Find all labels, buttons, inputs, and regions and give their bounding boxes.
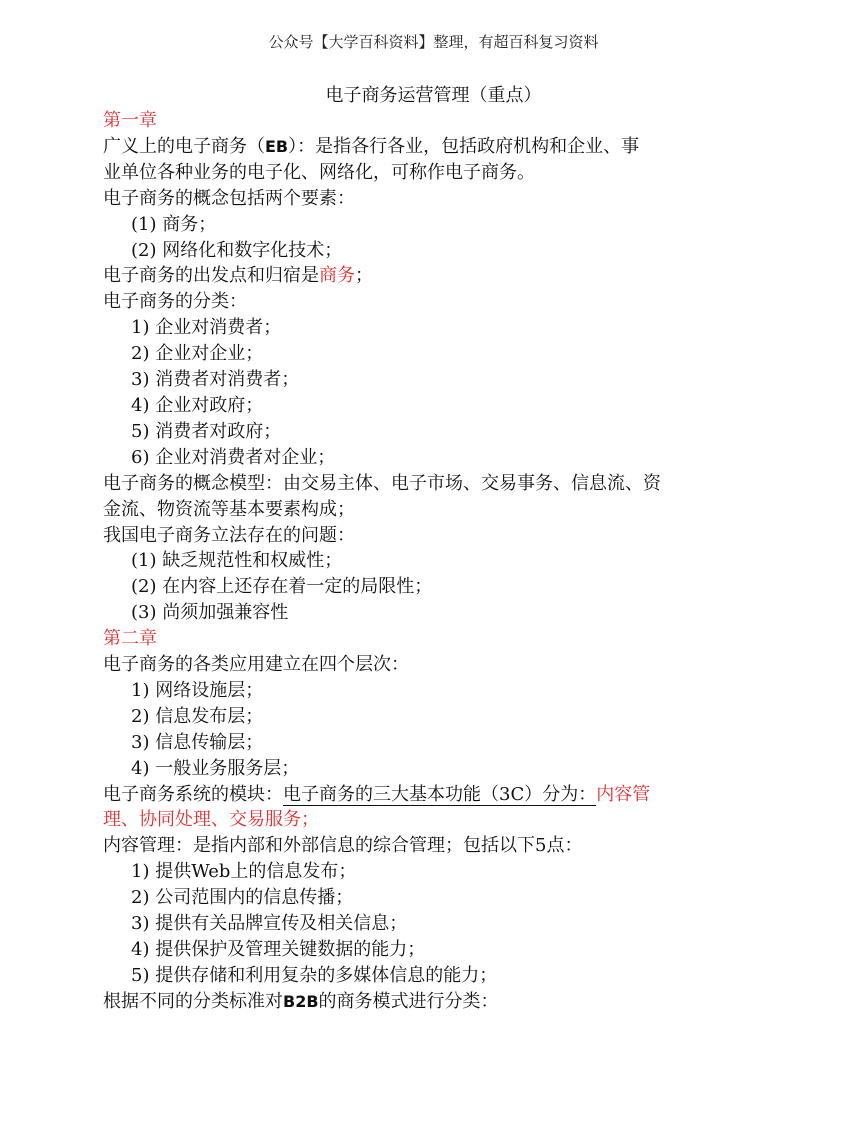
b2b-line	[103, 989, 763, 1015]
eb-definition	[103, 134, 763, 160]
eb-definition-bold: EB	[265, 136, 289, 156]
b2b-pre: 根据不同的分类标准对	[103, 990, 283, 1012]
levels-intro: 电子商务的各类应用建立在四个层次：	[103, 654, 409, 676]
list-item: 1) 网络设施层；	[131, 679, 264, 701]
page-title: 电子商务运营管理（重点）	[325, 85, 542, 106]
chapter-2-heading: 第二章	[103, 628, 157, 650]
module-pre: 电子商务系统的模块：	[103, 783, 283, 805]
law-intro: 我国电子商务立法存在的问题：	[103, 524, 355, 546]
page-header: 公众号【大学百科资料】整理，有超百科复习资料	[268, 33, 599, 51]
list-item: 4) 提供保护及管理关键数据的能力；	[131, 939, 426, 960]
list-item: (2) 网络化和数字化技术；	[131, 239, 343, 261]
origin-line	[103, 263, 763, 289]
list-item: 6) 企业对消费者对企业；	[131, 446, 336, 468]
content-mgmt-intro: 内容管理：是指内部和外部信息的综合管理；包括以下5点：	[103, 835, 583, 857]
origin-post: ；	[355, 265, 373, 287]
list-item: (3) 尚须加强兼容性	[131, 602, 289, 624]
eb-definition-pre: 广义上的电子商务（	[103, 135, 265, 157]
module-line-2: 理、协同处理、交易服务；	[103, 809, 319, 831]
document-body	[103, 108, 763, 1015]
list-item: 3) 消费者对消费者；	[131, 369, 300, 391]
module-highlight-1: 内容管	[596, 783, 651, 805]
chapter-1-heading: 第一章	[103, 110, 157, 131]
list-item: (1) 缺乏规范性和权威性；	[131, 550, 343, 572]
eb-definition-cont: 业单位各种业务的电子化、网络化，可称作电子商务。	[103, 161, 535, 183]
list-item: 2) 企业对企业；	[131, 343, 264, 365]
list-item: 2) 信息发布层；	[131, 705, 264, 727]
list-item: 1) 提供Web上的信息发布；	[131, 861, 357, 883]
list-item: 5) 提供存储和利用复杂的多媒体信息的能力；	[131, 964, 498, 986]
list-item: 2) 公司范围内的信息传播；	[131, 887, 354, 909]
model-line-1: 电子商务的概念模型：由交易主体、电子市场、交易事务、信息流、资	[103, 472, 661, 494]
classification-intro: 电子商务的分类：	[103, 291, 247, 313]
list-item: 4) 企业对政府；	[131, 394, 264, 416]
module-underlined: 电子商务的三大基本功能（3C）分为：	[283, 783, 597, 805]
concept-intro: 电子商务的概念包括两个要素：	[103, 187, 355, 209]
origin-highlight: 商务	[319, 265, 355, 287]
list-item: 3) 信息传输层；	[131, 731, 264, 753]
list-item: (1) 商务；	[131, 213, 217, 235]
origin-pre: 电子商务的出发点和归宿是	[103, 265, 319, 287]
list-item: 5) 消费者对政府；	[131, 420, 282, 442]
b2b-bold: B2B	[283, 991, 319, 1011]
eb-definition-post: ）：是指各行各业，包括政府机构和企业、事	[288, 135, 640, 157]
model-line-2: 金流、物资流等基本要素构成；	[103, 498, 355, 520]
list-item: (2) 在内容上还存在着一定的局限性；	[131, 576, 433, 598]
list-item: 4) 一般业务服务层；	[131, 757, 300, 779]
list-item: 3) 提供有关品牌宣传及相关信息；	[131, 913, 408, 935]
module-line-1	[103, 782, 763, 808]
b2b-post: 的商务模式进行分类：	[318, 990, 499, 1012]
list-item: 1) 企业对消费者；	[131, 317, 282, 339]
